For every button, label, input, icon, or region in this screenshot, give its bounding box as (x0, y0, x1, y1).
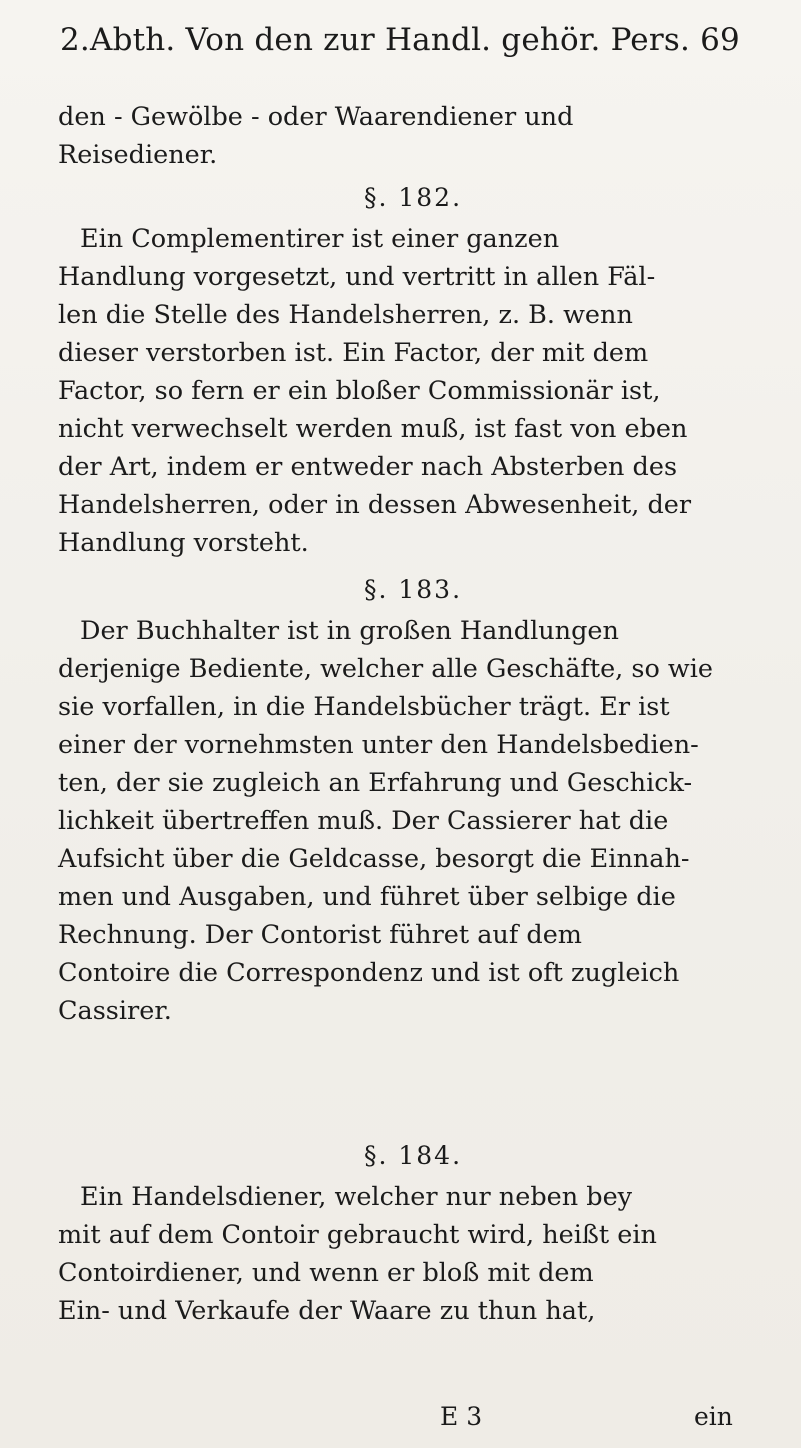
paragraph-line: der Art, indem er entweder nach Absterben des (58, 452, 678, 482)
signature-mark: E 3 (440, 1402, 483, 1431)
intro-line-1: den - Gewölbe - oder Waarendiener und (58, 102, 574, 132)
intro-block (58, 98, 768, 174)
paragraph-line: Der Buchhalter ist in großen Handlungen (80, 616, 619, 646)
paragraph-line: Aufsicht über die Geldcasse, besorgt die Einnah- (58, 844, 690, 874)
paragraph-line: mit auf dem Contoir gebraucht wird, heißt ein (58, 1220, 657, 1250)
intro-line-2: Reisediener. (58, 140, 218, 170)
paragraph-line: Handlung vorgesetzt, und vertritt in allen Fäl- (58, 262, 656, 292)
paragraph-line: Contoirdiener, und wenn er bloß mit dem (58, 1258, 594, 1288)
section-182 (58, 176, 768, 562)
paragraph-line: Ein- und Verkaufe der Waare zu thun hat, (58, 1296, 596, 1326)
paragraph-line: Contoire die Correspondenz und ist oft zugleich (58, 958, 680, 988)
section-183-heading: §. 183. (363, 575, 463, 604)
paragraph-line: Handelsherren, oder in dessen Abwesenheit, der (58, 490, 692, 520)
paragraph-line: ten, der sie zugleich an Erfahrung und Geschick- (58, 768, 693, 798)
paragraph-line: Ein Handelsdiener, welcher nur neben bey (80, 1182, 633, 1212)
paragraph-line: Factor, so fern er ein bloßer Commissionär ist, (58, 376, 661, 406)
paragraph-line: Handlung vorsteht. (58, 528, 309, 558)
catchword: ein (694, 1402, 733, 1431)
paragraph-line: sie vorfallen, in die Handelsbücher trägt. Er ist (58, 692, 670, 722)
paragraph-line: Ein Complementirer ist einer ganzen (80, 224, 560, 254)
paragraph-line: men und Ausgaben, und führet über selbige die (58, 882, 676, 912)
paragraph-line: Rechnung. Der Contorist führet auf dem (58, 920, 582, 950)
section-184 (58, 1134, 768, 1330)
paragraph-line: derjenige Bediente, welcher alle Geschäfte, so wie (58, 654, 714, 684)
paragraph-line: lichkeit übertreffen muß. Der Cassierer hat die (58, 806, 669, 836)
section-183 (58, 568, 768, 1030)
paragraph-line: dieser verstorben ist. Ein Factor, der mit dem (58, 338, 649, 368)
running-head: 2.Abth. Von den zur Handl. gehör. Pers. 69 (60, 22, 740, 58)
paragraph-line: einer der vornehmsten unter den Handelsbedien- (58, 730, 699, 760)
section-182-heading: §. 182. (363, 183, 463, 212)
section-184-heading: §. 184. (363, 1141, 463, 1170)
paragraph-line: len die Stelle des Handelsherren, z. B. wenn (58, 300, 633, 330)
paragraph-line: Cassirer. (58, 996, 172, 1026)
paragraph-line: nicht verwechselt werden muß, ist fast von eben (58, 414, 688, 444)
